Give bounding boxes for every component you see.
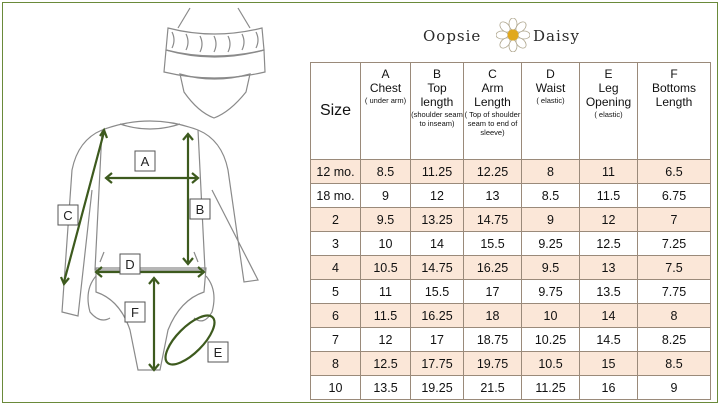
measurement-cell: 7.75: [638, 280, 711, 304]
table-row: [311, 160, 711, 184]
size-cell: 3: [311, 232, 361, 256]
measurement-cell: 7: [638, 208, 711, 232]
swimsuit-diagram: [0, 0, 300, 405]
table-row: [311, 184, 711, 208]
measurement-cell: 9.5: [361, 208, 411, 232]
measurement-cell: 17: [411, 328, 464, 352]
size-cell: 5: [311, 280, 361, 304]
measurement-cell: 13: [580, 256, 638, 280]
measurement-cell: 15: [580, 352, 638, 376]
measurement-cell: 8.5: [361, 160, 411, 184]
measurement-cell: 21.5: [464, 376, 522, 400]
measurement-cell: 12: [361, 328, 411, 352]
measurement-cell: 14: [580, 304, 638, 328]
measurement-cell: 9: [522, 208, 580, 232]
measurement-cell: 6.75: [638, 184, 711, 208]
label-f: F: [131, 305, 139, 320]
measurement-cell: 10: [522, 304, 580, 328]
column-header-leg-opening: E Leg Opening ( elastic): [580, 63, 638, 160]
measurement-cell: 11.25: [411, 160, 464, 184]
measurement-cell: 11.5: [361, 304, 411, 328]
daisy-icon: [496, 18, 530, 52]
measurement-cell: 15.5: [464, 232, 522, 256]
measurement-cell: 17: [464, 280, 522, 304]
measurement-cell: 11: [361, 280, 411, 304]
table-row: [311, 352, 711, 376]
measurement-cell: 14.75: [411, 256, 464, 280]
measurement-cell: 10.5: [361, 256, 411, 280]
size-cell: 10: [311, 376, 361, 400]
size-cell: 12 mo.: [311, 160, 361, 184]
column-header-chest: A Chest ( under arm): [361, 63, 411, 160]
table-row: [311, 328, 711, 352]
measurement-cell: 12: [580, 208, 638, 232]
measurement-cell: 8.5: [522, 184, 580, 208]
measurement-cell: 13.5: [580, 280, 638, 304]
table-row: [311, 232, 711, 256]
column-header-bottoms-length: F Bottoms Length: [638, 63, 711, 160]
measurement-cell: 13: [464, 184, 522, 208]
size-chart-table: [310, 62, 711, 400]
column-header-waist: D Waist ( elastic): [522, 63, 580, 160]
measurement-cell: 18.75: [464, 328, 522, 352]
measurement-cell: 8: [522, 160, 580, 184]
size-cell: 18 mo.: [311, 184, 361, 208]
size-cell: 6: [311, 304, 361, 328]
measurement-cell: 9.75: [522, 280, 580, 304]
measurement-cell: 19.25: [411, 376, 464, 400]
measurement-cell: 11.5: [580, 184, 638, 208]
measurement-cell: 16.25: [411, 304, 464, 328]
label-e: E: [213, 345, 223, 360]
table-row: [311, 376, 711, 400]
brand-logo: [405, 14, 595, 54]
measurement-cell: 8.25: [638, 328, 711, 352]
table-row: [311, 304, 711, 328]
measurement-cell: 9.25: [522, 232, 580, 256]
measurement-cell: 14.75: [464, 208, 522, 232]
measurement-cell: 14.5: [580, 328, 638, 352]
label-a: A: [140, 154, 150, 169]
measurement-cell: 10.5: [522, 352, 580, 376]
column-header-arm-length: C Arm Length ( Top of shoulder seam to end of sleeve): [464, 63, 522, 160]
measurement-cell: 16: [580, 376, 638, 400]
column-header-top-length: B Top length (shoulder seam to inseam): [411, 63, 464, 160]
measurement-cell: 10.25: [522, 328, 580, 352]
measurement-cell: 13.25: [411, 208, 464, 232]
table-row: [311, 280, 711, 304]
measurement-cell: 17.75: [411, 352, 464, 376]
measurement-cell: 12.5: [580, 232, 638, 256]
size-cell: 4: [311, 256, 361, 280]
measurement-cell: 18: [464, 304, 522, 328]
size-cell: 7: [311, 328, 361, 352]
measurement-cell: 12: [411, 184, 464, 208]
size-header: Size: [311, 63, 361, 160]
measurement-cell: 15.5: [411, 280, 464, 304]
measurement-cell: 9.5: [522, 256, 580, 280]
measurement-cell: 7.25: [638, 232, 711, 256]
brand-word-2: Daisy: [533, 27, 580, 45]
header-row: [311, 63, 711, 160]
label-d: D: [125, 257, 135, 272]
measurement-cell: 11: [580, 160, 638, 184]
measurement-cell: 12.25: [464, 160, 522, 184]
measurement-cell: 16.25: [464, 256, 522, 280]
table-row: [311, 208, 711, 232]
measurement-cell: 14: [411, 232, 464, 256]
size-cell: 2: [311, 208, 361, 232]
measurement-cell: 9: [361, 184, 411, 208]
measurement-cell: 8: [638, 304, 711, 328]
label-c: C: [63, 208, 73, 223]
measurement-cell: 19.75: [464, 352, 522, 376]
measurement-cell: 12.5: [361, 352, 411, 376]
measurement-cell: 10: [361, 232, 411, 256]
table-row: [311, 256, 711, 280]
label-b: B: [195, 202, 205, 217]
measurement-cell: 11.25: [522, 376, 580, 400]
measurement-cell: 9: [638, 376, 711, 400]
measurement-cell: 13.5: [361, 376, 411, 400]
size-cell: 8: [311, 352, 361, 376]
measurement-cell: 8.5: [638, 352, 711, 376]
measurement-cell: 7.5: [638, 256, 711, 280]
measurement-cell: 6.5: [638, 160, 711, 184]
brand-word-1: Oopsie: [423, 27, 482, 45]
